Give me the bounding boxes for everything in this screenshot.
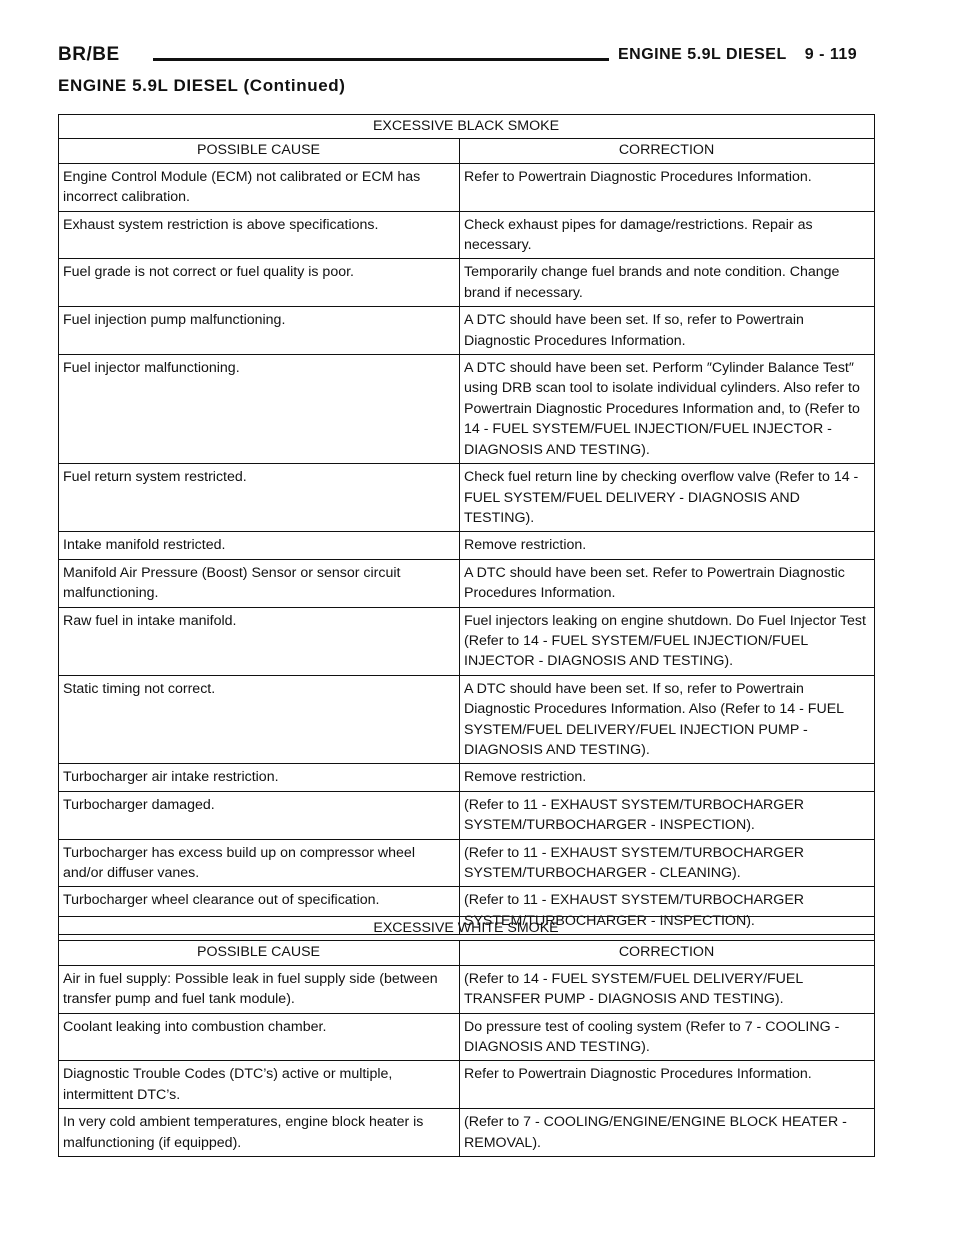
header-chapter-title: ENGINE 5.9L DIESEL [618, 46, 787, 63]
cause-cell: Exhaust system restriction is above specifications. [59, 211, 460, 259]
table-row [59, 559, 875, 607]
correction-cell: A DTC should have been set. If so, refer to Powertrain Diagnostic Procedures Information. Also (Refer to 14 - FUEL SYSTEM/FUEL DELIVERY/FUEL INJECTION PUMP - DIAGNOSIS AND TESTING). [460, 675, 875, 764]
cause-cell: Diagnostic Trouble Codes (DTC’s) active or multiple, intermittent DTC’s. [59, 1061, 460, 1109]
cause-cell: Fuel grade is not correct or fuel quality is poor. [59, 259, 460, 307]
column-header-correction: CORRECTION [460, 139, 875, 163]
cause-cell: Turbocharger air intake restriction. [59, 764, 460, 791]
correction-cell: Check fuel return line by checking overflow valve (Refer to 14 - FUEL SYSTEM/FUEL DELIVERY - DIAGNOSIS AND TESTING). [460, 464, 875, 532]
header-chapter [618, 46, 857, 64]
cause-cell: Air in fuel supply: Possible leak in fuel supply side (between transfer pump and fuel tank module). [59, 965, 460, 1013]
correction-cell: (Refer to 7 - COOLING/ENGINE/ENGINE BLOCK HEATER - REMOVAL). [460, 1109, 875, 1157]
correction-cell: (Refer to 11 - EXHAUST SYSTEM/TURBOCHARGER SYSTEM/TURBOCHARGER - INSPECTION). [460, 887, 875, 935]
correction-cell: Fuel injectors leaking on engine shutdown. Do Fuel Injector Test (Refer to 14 - FUEL SYSTEM/FUEL INJECTION/FUEL INJECTOR - DIAGNOSIS AND TESTING). [460, 607, 875, 675]
table-title: EXCESSIVE WHITE SMOKE [59, 917, 875, 941]
table-row [59, 1109, 875, 1157]
column-header-cause: POSSIBLE CAUSE [59, 941, 460, 965]
black-smoke-table [58, 114, 875, 935]
header-page-number: 9 - 119 [804, 46, 858, 63]
table-row [59, 1013, 875, 1061]
column-header-correction: CORRECTION [460, 941, 875, 965]
table-row [59, 532, 875, 559]
cause-cell: Intake manifold restricted. [59, 532, 460, 559]
correction-cell: Check exhaust pipes for damage/restrictions. Repair as necessary. [460, 211, 875, 259]
correction-cell: Temporarily change fuel brands and note condition. Change brand if necessary. [460, 259, 875, 307]
table-row [59, 675, 875, 764]
correction-cell: Refer to Powertrain Diagnostic Procedures Information. [460, 163, 875, 211]
cause-cell: Engine Control Module (ECM) not calibrated or ECM has incorrect calibration. [59, 163, 460, 211]
correction-cell: Refer to Powertrain Diagnostic Procedures Information. [460, 1061, 875, 1109]
cause-cell: Fuel injector malfunctioning. [59, 355, 460, 464]
table-row [59, 791, 875, 839]
correction-cell: A DTC should have been set. Refer to Powertrain Diagnostic Procedures Information. [460, 559, 875, 607]
correction-cell: (Refer to 11 - EXHAUST SYSTEM/TURBOCHARGER SYSTEM/TURBOCHARGER - INSPECTION). [460, 791, 875, 839]
table-row [59, 307, 875, 355]
cause-cell: Turbocharger has excess build up on compressor wheel and/or diffuser vanes. [59, 839, 460, 887]
table-row [59, 607, 875, 675]
table-row [59, 764, 875, 791]
table-row [59, 355, 875, 464]
table-row [59, 211, 875, 259]
table-row [59, 839, 875, 887]
cause-cell: Turbocharger wheel clearance out of specification. [59, 887, 460, 935]
cause-cell: Raw fuel in intake manifold. [59, 607, 460, 675]
correction-cell: A DTC should have been set. Perform ″Cylinder Balance Test″ using DRB scan tool to isolate individual cylinders. Also refer to Powertrain Diagnostic Procedures Information and, to (Refer to 14 - FUEL SYSTEM/FUEL INJECTION/FUEL INJECTOR - DIAGNOSIS AND TESTING). [460, 355, 875, 464]
table-row [59, 464, 875, 532]
table-title: EXCESSIVE BLACK SMOKE [59, 115, 875, 139]
correction-cell: A DTC should have been set. If so, refer to Powertrain Diagnostic Procedures Information. [460, 307, 875, 355]
correction-cell: Remove restriction. [460, 532, 875, 559]
cause-cell: Turbocharger damaged. [59, 791, 460, 839]
table-row [59, 1061, 875, 1109]
page-subtitle: ENGINE 5.9L DIESEL (Continued) [58, 76, 346, 95]
correction-cell: (Refer to 14 - FUEL SYSTEM/FUEL DELIVERY/FUEL TRANSFER PUMP - DIAGNOSIS AND TESTING). [460, 965, 875, 1013]
cause-cell: Manifold Air Pressure (Boost) Sensor or sensor circuit malfunctioning. [59, 559, 460, 607]
cause-cell: Coolant leaking into combustion chamber. [59, 1013, 460, 1061]
header-section-code: BR/BE [58, 44, 120, 65]
correction-cell: Do pressure test of cooling system (Refer to 7 - COOLING - DIAGNOSIS AND TESTING). [460, 1013, 875, 1061]
column-header-cause: POSSIBLE CAUSE [59, 139, 460, 163]
header-rule [153, 58, 609, 61]
white-smoke-table [58, 916, 875, 1157]
cause-cell: Fuel return system restricted. [59, 464, 460, 532]
table-row [59, 965, 875, 1013]
correction-cell: Remove restriction. [460, 764, 875, 791]
correction-cell: (Refer to 11 - EXHAUST SYSTEM/TURBOCHARGER SYSTEM/TURBOCHARGER - CLEANING). [460, 839, 875, 887]
cause-cell: Static timing not correct. [59, 675, 460, 764]
table-row [59, 259, 875, 307]
cause-cell: Fuel injection pump malfunctioning. [59, 307, 460, 355]
table-row [59, 163, 875, 211]
cause-cell: In very cold ambient temperatures, engine block heater is malfunctioning (if equipped). [59, 1109, 460, 1157]
